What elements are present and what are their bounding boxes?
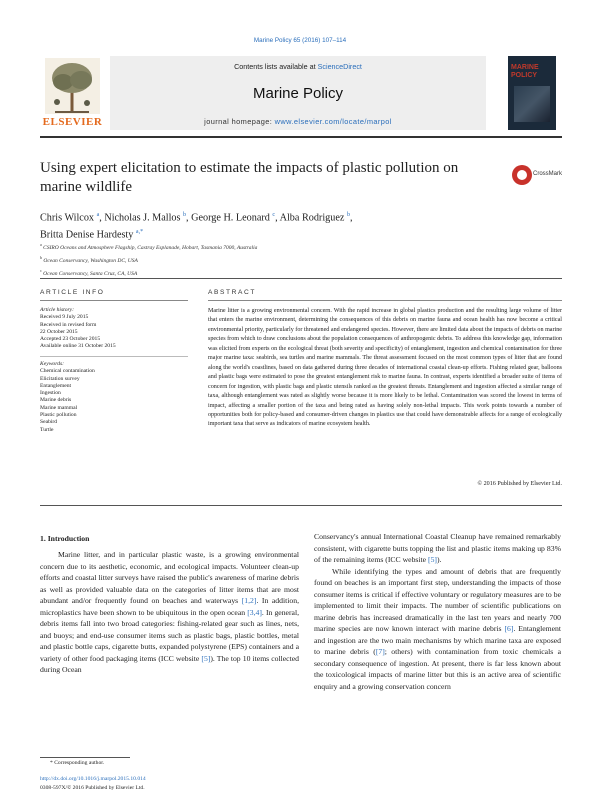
keyword: Ingestion xyxy=(40,390,61,397)
citation-link[interactable]: [1,2] xyxy=(241,596,257,606)
citation-link[interactable]: [3,4] xyxy=(247,607,262,617)
body-column-right xyxy=(314,531,561,692)
body-top-divider xyxy=(40,505,562,506)
body-column-left xyxy=(40,549,299,676)
author-affil-marker[interactable]: a,* xyxy=(135,229,144,236)
homepage-link[interactable]: www.elsevier.com/locate/marpol xyxy=(274,117,392,126)
abstract-divider xyxy=(208,300,562,301)
author-separator: , xyxy=(349,212,353,224)
contents-line xyxy=(110,62,486,71)
body-paragraph: Conservancy's annual International Coastal Cleanup have remained remarkably consistent, with cigarette butts topping the list and plastic items making up 83% of the remaining items (ICC website [5]). xyxy=(314,532,561,565)
header-divider xyxy=(40,136,562,138)
crossmark-icon xyxy=(512,165,532,185)
journal-name: Marine Policy xyxy=(252,85,344,102)
crossmark-label: CrossMark xyxy=(533,171,563,177)
author-separator: , xyxy=(275,212,280,224)
footnote-rule xyxy=(40,757,130,758)
keyword: Seabird xyxy=(40,419,58,426)
corresponding-author-note: * Corresponding author. xyxy=(50,760,105,766)
keyword: Marine debris xyxy=(40,397,72,404)
doi-link[interactable]: http://dx.doi.org/10.1016/j.marpol.2015.10.014 xyxy=(40,776,146,782)
author-affil-marker[interactable]: c xyxy=(272,212,276,218)
contents-prefix: Contents lists available at xyxy=(234,62,318,71)
citation-link[interactable]: [5] xyxy=(201,653,211,663)
affiliation: $^b$ Ocean Conservancy, Washington DC, USA xyxy=(40,254,138,264)
keywords xyxy=(40,361,188,434)
author-separator: , xyxy=(99,212,105,224)
journal-masthead xyxy=(110,56,486,130)
author-name[interactable]: George H. Leonard xyxy=(191,212,270,224)
info-divider xyxy=(40,300,188,301)
keyword: Elicitation survey xyxy=(40,375,80,382)
journal-banner xyxy=(40,56,556,130)
sciencedirect-link[interactable]: ScienceDirect xyxy=(317,62,362,71)
citation-link[interactable]: [6] xyxy=(504,624,514,634)
section-title: 1. Introduction xyxy=(40,534,90,543)
crossmark-badge[interactable] xyxy=(512,165,562,189)
journal-reference[interactable]: Marine Policy 65 (2016) 107–114 xyxy=(253,37,347,44)
author-name[interactable]: Nicholas J. Mallos xyxy=(104,212,181,224)
affiliation: $^c$ Ocean Conservancy, Santa Cruz, CA, USA xyxy=(40,267,138,277)
elsevier-logo xyxy=(40,56,105,130)
author-separator: , xyxy=(186,212,192,224)
body-paragraph: Marine litter, and in particular plastic waste, is a growing environmental concern due to its aesthetic, economic, and ecological impacts. Volunteer clean-up efforts and coastal litter surveys have raised the public's awareness of marine debris as well as provided valuable data on the categories of litter items that are most abundant and/or frequently found on beaches and waterways [1,2]. In addition, microplastics have been shown to be ubiquitous in the open ocean [3,4]. In general, debris items fall into two broad categories: fishing-related gear such as lines, nets, and buoys; and end-use consumer items such as plastic bags, plastic bottles, metal and plastic bottle caps, cigarette butts, expanded polystyrene (EPS) containers and a variety of other food packaging items (ICC website [5]). The top 10 items collected during Ocean xyxy=(40,550,299,675)
author-affil-marker[interactable]: a xyxy=(96,212,100,218)
history-item: Accepted 23 October 2015 xyxy=(40,336,101,343)
info-top-divider xyxy=(40,278,562,279)
keywords-divider xyxy=(40,356,188,357)
elsevier-tree-icon xyxy=(45,58,100,114)
article-history xyxy=(40,307,188,351)
homepage-prefix: journal homepage: xyxy=(204,117,275,126)
journal-cover-thumbnail[interactable] xyxy=(508,56,556,130)
article-info-heading: ARTICLE INFO xyxy=(40,289,105,296)
history-item: Available online 31 October 2015 xyxy=(40,343,116,350)
affiliations xyxy=(40,240,560,278)
author-name[interactable]: Alba Rodriguez xyxy=(279,212,345,224)
abstract-copyright: © 2016 Published by Elsevier Ltd. xyxy=(477,481,562,487)
author-affil-marker[interactable]: b xyxy=(183,212,187,218)
abstract-heading: ABSTRACT xyxy=(208,289,256,296)
author-list xyxy=(40,208,560,243)
keyword: Chemical contamination xyxy=(40,368,95,375)
homepage-line xyxy=(110,117,486,126)
author-affil-marker[interactable]: b xyxy=(346,212,350,218)
affiliation: $^a$ CSIRO Oceans and Atmosphere Flagship, Castray Esplanade, Hobart, Tasmania 7000, Australia xyxy=(40,242,258,251)
elsevier-wordmark: ELSEVIER xyxy=(42,116,103,128)
author-name[interactable]: Britta Denise Hardesty xyxy=(40,229,134,241)
cover-title: MARINE POLICY xyxy=(511,64,539,79)
keyword: Marine mammal xyxy=(40,404,78,411)
history-item: Received in revised form xyxy=(40,321,97,328)
history-label: Article history: xyxy=(40,307,75,313)
keyword: Entanglement xyxy=(40,382,72,389)
author-name[interactable]: Chris Wilcox xyxy=(40,212,95,224)
keyword: Turtle xyxy=(40,426,54,433)
abstract-text: Marine litter is a growing environmental concern. With the rapid increase in global plastics production and the resulting large volume of litter that enters the marine environment, determining the consequences of this debris on marine fauna and ocean health has now become a critical environmental priority, particularly for threatened and endangered species. However, there are limited data about the impacts of debris on marine species from which to draw conclusions about the population consequences of anthropogenic debris. To address this knowledge gap, information was elicited from experts on the ecological threat (both severity and specificity) of entanglement, ingestion and chemical contamination for three major marine taxa: seabirds, sea turtles and marine mammals. The threat assessment focused on the most common types of litter that are found along the world's coastlines, based on data gathered during three decades of international coastal clean-up efforts. Fishing related gear, balloons and plastic bags were estimated to pose the greatest entanglement risk to marine fauna. In contrast, experts identified a broader suite of items of concern for ingestion, with plastic bags and plastic utensils ranked as the greatest threats. Entanglement and ingestion affected a similar range of taxa, although entanglement was rated as slightly worse because it is more likely to be lethal. Contamination was scored the lowest in terms of impact, affecting a smaller portion of the taxa and being rated as having solely non-lethal impacts. This work points towards a number of opportunities both for policy-based and consumer-driven changes in plastics use that could have demonstrable affects for a range of ecologically important taxa that serve as indicators of marine ecosystem health. xyxy=(208,308,562,428)
citation-link[interactable]: [5] xyxy=(428,555,437,565)
issn-line: 0308-597X/© 2016 Published by Elsevier Ltd. xyxy=(40,785,145,791)
cover-image xyxy=(514,86,550,122)
keyword: Plastic pollution xyxy=(40,412,77,419)
body-paragraph: While identifying the types and amount of debris that are frequently found on beaches is an important first step, understanding the impacts of those consumer items is critical if effective voluntary or regulatory measures are to be implemented to limit their impacts. The number of scientific publications on marine debris has increased dramatically in the last ten years and nearly 700 marine species are now known interact with marine debris [6]. Entanglement and ingestion are the two main mechanisms by which marine taxa are exposed to marine debris ([7]; others) with contamination from toxic chemicals a secondary consequence of ingestion. At present, there is far less known about the toxicological impacts of marine litter but this is an active area of scientific enquiry and a growing conservation concern xyxy=(314,566,562,691)
history-item: Received 9 July 2015 xyxy=(40,314,89,321)
keywords-label: Keywords: xyxy=(40,361,65,367)
article-title: Using expert elicitation to estimate the impacts of plastic pollution on marine wildlife xyxy=(40,160,459,195)
citation-link[interactable]: [7] xyxy=(375,647,385,657)
history-item: 22 October 2015 xyxy=(40,328,78,335)
